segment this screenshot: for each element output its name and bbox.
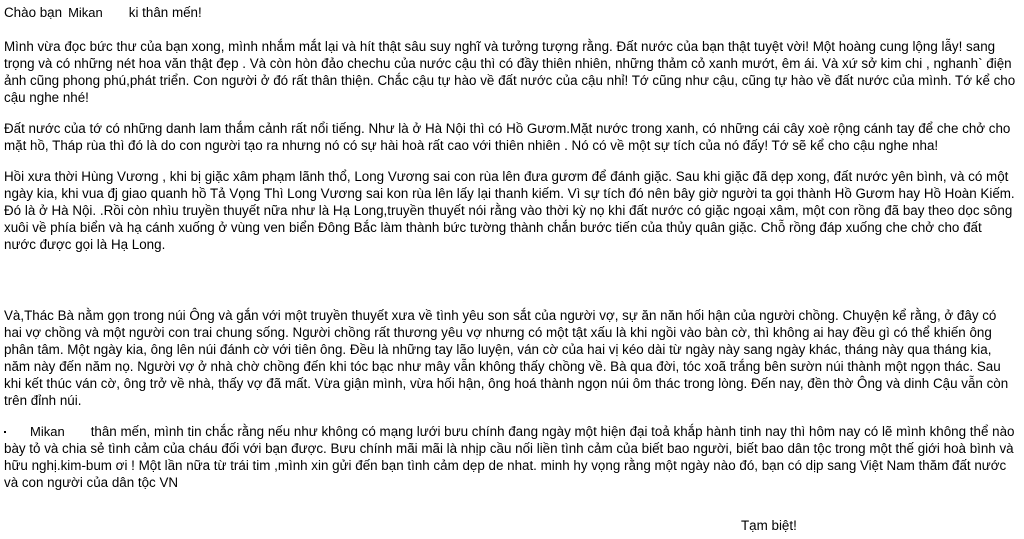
paragraph-5: [4, 423, 1016, 491]
greeting-name: Mikan: [68, 5, 103, 20]
paragraph-4: Và,Thác Bà nằm gọn trong núi Ông và gắn với một truyền thuyết xưa về tình yêu son sắt của người vợ, sự ăn năn hối hận của người chồng. Chuyện kể rằng, ở đây có hai vợ chồng và một người con trai chung sống. Người chồng rất thương yêu vợ nhưng có một tật xấu là khi ngồi vào bàn cờ, thì không ai hay đều gì có thể khiến ông phân tâm. Một ngày kia, ông lên núi đánh cờ với tiên ông. Đều là những tay lão luyện, ván cờ của hai vị kéo dài từ ngày này sang ngày khác, tháng này qua tháng kia, năm này đến năm nọ. Người vợ ở nhà chờ chồng đến khi tóc bạc như mây vẫn không thấy chồng về. Bà qua đời, tóc xoã trắng bên sườn núi thành một ngọn thác. Sau khi kết thúc ván cờ, ông trở về nhà, thấy vợ đã mất. Vừa giận mình, vừa hối hận, ông hoá thành ngọn núi ôm thác trong lòng. Đến nay, đền thờ Ông và dinh Cậu vẫn còn trên đỉnh núi.: [4, 308, 1009, 408]
greeting-line: [4, 4, 1016, 24]
paragraph-1: Mình vừa đọc bức thư của bạn xong, mình nhắm mắt lại và hít thật sâu suy nghĩ và tưởng tượng rằng. Đất nước của bạn thật tuyệt vời! Một hoàng cung lộng lẫy! sang trọng và có những nét hoa văn thật đẹp . Và còn hòn đảo chechu của nước cậu thì có đầy thiên nhiên, những thảm cỏ xanh mướt, êm ái. Và xứ sở kim chi , nghanh` điện ảnh cũng phong phú,phát triển. Con người ở đó rất thân thiện. Chắc cậu tự hào về đất nước của cậu nhỉ! Tớ cũng như cậu, cũng tự hào về đất nước của mình. Tớ kể cho cậu nghe nhé!: [4, 39, 1016, 105]
paragraph-5-name: Mikan: [30, 424, 65, 439]
paragraph-5-text: thân mến, mình tin chắc rằng nếu như không có mạng lưới bưu chính đang ngày một hiện đại toả khắp hành tinh nay thì hôm nay có lẽ mình không thể nào bày tỏ và chia sẻ tình cảm của cháu đối với bạn được. Bưu chính mãi mãi là nhịp cầu nối liền tình cảm của biết bao người, biết bao dân tộc trong một thế giới hoà bình và hữu nghị.kim-bum ơi ! Một lần nữa từ trái tim ,mình xin gửi đến bạn tình cảm dẹp de nhat. minh hy vọng rằng một ngày nào đó, bạn có dịp sang Việt Nam thăm đất nước và con người của dân tộc VN: [4, 424, 1015, 490]
letter-document: [4, 4, 1016, 505]
paragraph-3: Hồi xưa thời Hùng Vương , khi bị giặc xâm phạm lãnh thổ, Long Vương sai con rùa lên đưa gươm để đánh giặc. Sau khi giặc đã dẹp xong, đất nước yên bình, và có một ngày kia, khi vua đj giao quanh hồ Tả Vọng Thì Long Vương sai kon rùa lên lấy lại thanh kiếm. Vì sự tích đó nên bây giờ người ta gọi thành Hồ Gươm hay Hồ Hoàn Kiếm. Đó là ở Hà Nội. .Rồi còn nhìu truyền thuyết nữa như là Hạ Long,truyền thuyết nói rằng vào thời kỳ nọ khi đất nước có giặc ngoại xâm, một con rồng đã bay theo dọc sông xuôi về phía biển và hạ cánh xuống ở vùng ven biển Đông Bắc làm thành bức tường thành chắn bước tiến của thủy quân giặc. Chỗ rồng đáp xuống che chở cho đất nước được gọi là Hạ Long.: [4, 169, 1015, 252]
greeting-prefix: Chào bạn: [4, 5, 63, 20]
paragraph-mark: [4, 431, 6, 433]
closing-text: Tạm biệt!: [741, 518, 797, 533]
greeting-suffix: ki thân mến!: [128, 5, 202, 20]
paragraph-2: Đất nước của tớ có những danh lam thắm cảnh rất nổi tiếng. Như là ở Hà Nội thì có Hồ Gươm.Mặt nước trong xanh, có những cái cây xoè rộng cánh tay để che chở cho mặt hồ, Tháp rùa thì đó là do con người tạo ra nhưng nó có sự hài hoà rất cao với thiên nhiên . Nó có về một sự tích của nó đấy! Tớ sẽ kể cho cậu nghe nha!: [4, 121, 1011, 153]
